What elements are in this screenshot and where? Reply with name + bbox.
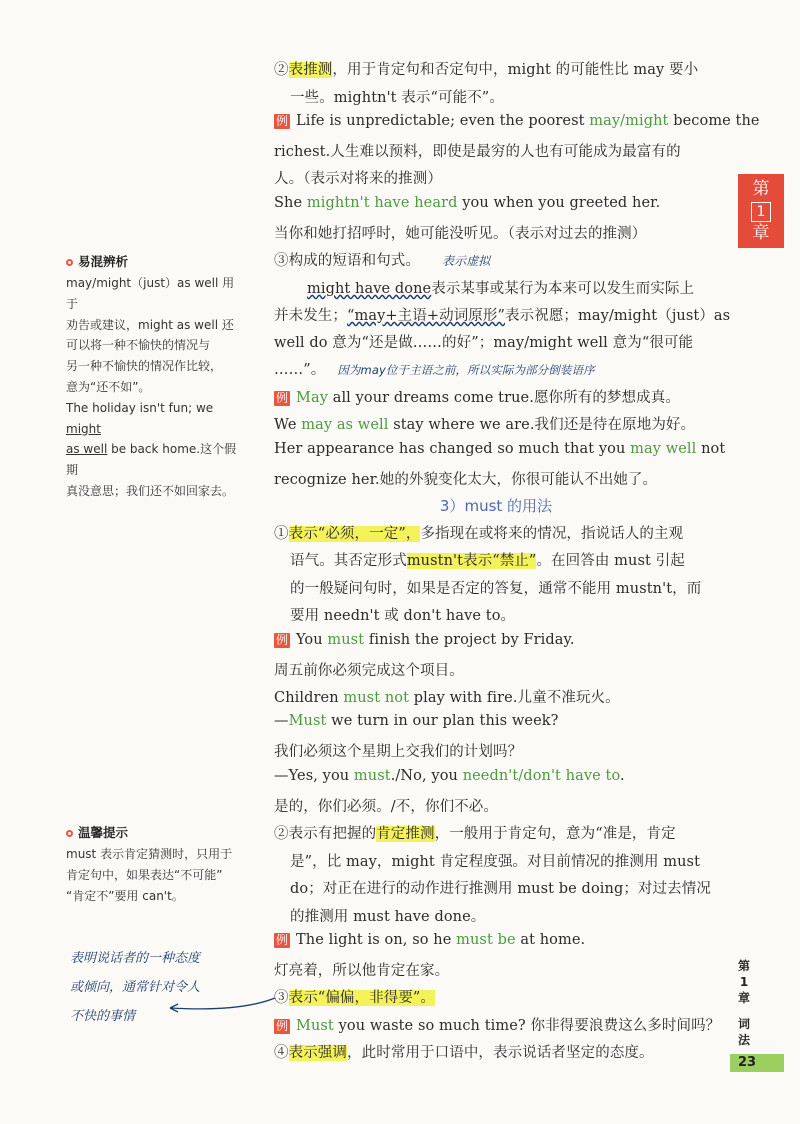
text-line: ……”。 因为may位于主语之前，所以实际为部分倒装语序	[274, 362, 595, 378]
example-icon: 例	[275, 633, 289, 647]
text-line: 周五前你必须完成这个项目。	[274, 663, 464, 679]
example-line: 例 You must finish the project by Friday.	[275, 632, 575, 648]
side-title-confusion: 易混辨析	[66, 252, 128, 270]
text-line: richest.人生难以预料，即使是最穷的人也有可能成为最富有的	[274, 144, 681, 160]
side-note-confusion: may/might（just）as well 用于 劝告或建议，might as well 还 可以将一种不愉快的情况与 另一种不愉快的情况作比较， 意为“还不如”。 The holiday isn't fun; we might as well be back home.这个假期 真没意思；我们还不如回家去。	[66, 276, 237, 498]
example-line: 例 May all your dreams come true.愿你所有的梦想成真。	[275, 390, 680, 406]
text-line: ④表示强调，此时常用于口语中，表示说话者坚定的态度。	[274, 1045, 654, 1061]
section-title: 3）must 的用法	[439, 497, 553, 515]
example-icon: 例	[275, 114, 289, 128]
text-line: She mightn't have heard you when you greeted her.	[274, 195, 661, 211]
example-line: 例 The light is on, so he must be at home.	[275, 932, 586, 948]
text-line: ③构成的短语和句式。 表示虚拟	[274, 253, 491, 269]
bullet-icon	[66, 830, 73, 837]
text-line: ①表示“必须，一定”，多指现在或将来的情况，指说话人的主观	[274, 526, 684, 542]
example-icon: 例	[275, 933, 289, 947]
text-line: —Must we turn in our plan this week?	[274, 713, 559, 729]
side-note-tip: must 表示肯定猜测时，只用于 肯定句中，如果表达“不可能” “肯定不”要用 can't。	[66, 847, 233, 903]
handwritten-annotation: 因为may位于主语之前，所以实际为部分倒装语序	[337, 363, 595, 377]
handwritten-annotation: 表示虚拟	[442, 254, 491, 268]
line-might-2: ②表推测，用于肯定句和否定句中，might 的可能性比 may 要小	[274, 62, 699, 78]
chapter-tab	[738, 174, 784, 248]
text-line: Her appearance has changed so much that you may well not	[274, 441, 726, 457]
section-vertical-label: 词 法	[737, 1017, 750, 1047]
text-line: 的推测用 must have done。	[290, 909, 486, 925]
example-icon: 例	[275, 1019, 289, 1033]
handwritten-note: 表明说话者的一种态度 或倾向，通常针对令人 不快的事情	[70, 951, 201, 1024]
text-line: 是的，你们必须。/不，你们不必。	[274, 799, 498, 815]
bullet-icon	[66, 259, 73, 266]
example-line: 例 Life is unpredictable; even the poorest may/might become the	[275, 113, 760, 129]
example-icon: 例	[275, 391, 289, 405]
text-line: 并未发生；“may+主语+动词原形”表示祝愿；may/might（just）as	[274, 308, 731, 324]
chapter-tab-number: 1	[751, 202, 771, 222]
text-line: 一些。mightn't 表示“可能不”。	[290, 90, 504, 106]
text-line: 是”，比 may，might 肯定程度强。对目前情况的推测用 must	[290, 854, 701, 870]
text-line: 的一般疑问句时，如果是否定的答复，通常不能用 mustn't，而	[290, 581, 702, 597]
text-line: 人。（表示对将来的推测）	[274, 171, 442, 187]
text-line: 当你和她打招呼时，她可能没听见。（表示对过去的推测）	[274, 226, 647, 242]
text-line: well do 意为“还是做……的好”；may/might well 意为“很可能	[274, 335, 694, 351]
text-line: ③表示“偏偏，非得要”。	[274, 990, 436, 1006]
arrow-icon	[160, 990, 280, 1020]
text-line: —Yes, you must./No, you needn't/don't have to.	[274, 768, 625, 784]
text-line: 要用 needn't 或 don't have to。	[290, 608, 516, 624]
text-line: might have done表示某事或某行为本来可以发生而实际上	[307, 281, 695, 297]
text-line: do；对正在进行的动作进行推测用 must be doing；对过去情况	[290, 881, 711, 897]
side-title-tip: 温馨提示	[66, 823, 128, 841]
page-number: 23	[730, 1054, 784, 1072]
text-line: 语气。其否定形式mustn't表示“禁止”。在回答由 must 引起	[290, 553, 685, 569]
chapter-tab-zhang: 章	[752, 223, 770, 243]
text-line: 灯亮着，所以他肯定在家。	[274, 963, 450, 979]
chapter-vertical-label: 第 1 章	[737, 959, 750, 1005]
text-line: Children must not play with fire.儿童不准玩火。	[274, 690, 620, 706]
text-line: We may as well stay where we are.我们还是待在原地为好。	[274, 417, 696, 433]
example-line: 例 Must you waste so much time? 你非得要浪费这么多时间吗？	[275, 1018, 721, 1034]
text-line: recognize her.她的外貌变化太大，你很可能认不出她了。	[274, 472, 658, 488]
text-line: ②表示有把握的肯定推测，一般用于肯定句，意为“准是，肯定	[274, 826, 676, 842]
chapter-tab-di: 第	[752, 179, 770, 199]
text-line: 我们必须这个星期上交我们的计划吗？	[274, 744, 523, 760]
